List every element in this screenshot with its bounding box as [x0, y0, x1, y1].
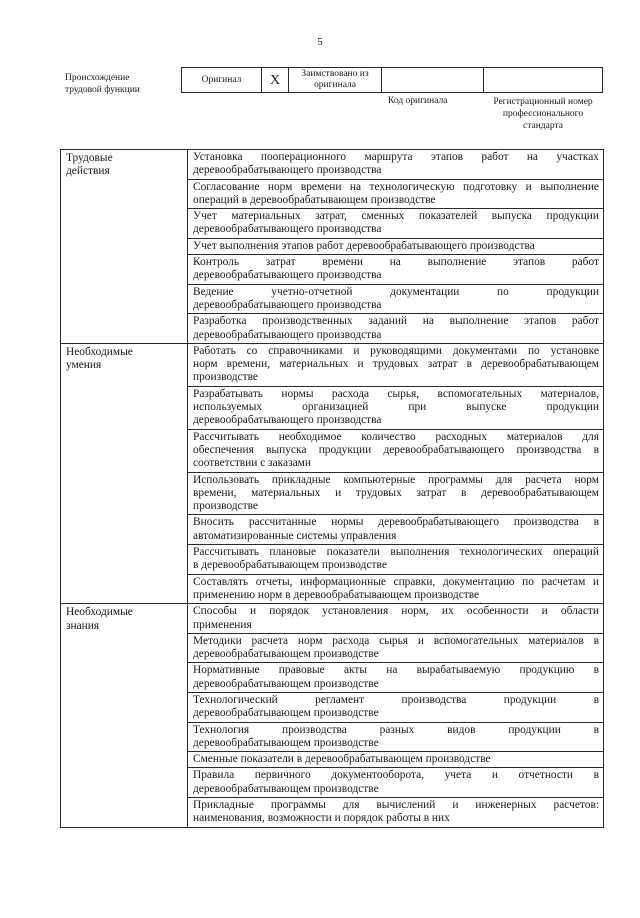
item-line: используемых организацией при выпуске продукции — [193, 401, 599, 414]
item-line: деревообрабатывающего производства — [193, 298, 382, 311]
section-label-line: Необходимые — [66, 606, 133, 619]
item-line: Использовать прикладные компьютерные программы для расчета норм — [193, 473, 599, 486]
item-line: деревообрабатывающего производства — [193, 269, 382, 282]
list-item — [188, 284, 604, 314]
section-label — [61, 604, 188, 827]
borrowed-line: Заимствовано из — [301, 69, 369, 79]
item-line: Установка пооперационного маршрута этапов работ на участках — [193, 151, 599, 163]
list-item — [188, 545, 604, 575]
item-line: времени, материальных и трудовых затрат в деревообрабатывающем — [193, 486, 599, 499]
item-line: наименования, возможности и порядок работы в них — [193, 812, 450, 825]
list-item — [188, 343, 604, 386]
item-line: Согласование норм времени на технологическую подготовку и выполнение — [193, 180, 599, 193]
section-label-line: Необходимые — [66, 345, 133, 358]
list-item — [188, 238, 604, 254]
item-line: деревообрабатывающем производстве — [193, 648, 379, 661]
item-line: Рассчитывать необходимое количество расходных материалов для — [193, 430, 599, 443]
item-line: Составлять отчеты, информационные справки, документацию по расчетам и — [193, 575, 599, 588]
item-line: Разработка производственных заданий на выполнение этапов работ — [193, 315, 599, 328]
section-label — [61, 150, 188, 344]
list-item — [188, 663, 604, 693]
item-line: Технологический регламент производства продукции в — [193, 693, 599, 706]
item-line: Нормативные правовые акты на вырабатываемую продукцию в — [193, 664, 599, 677]
list-item — [188, 314, 604, 344]
list-item — [188, 179, 604, 209]
item-line: деревообрабатывающего производства — [193, 223, 382, 236]
origin-label-line: Происхождение — [65, 73, 130, 83]
registration-caption-line: стандарта — [523, 121, 563, 131]
item-line: деревообрабатывающем производстве — [193, 782, 379, 795]
list-item — [188, 768, 604, 798]
item-line: операций в деревообрабатывающем производстве — [193, 193, 436, 206]
item-line: в деревообрабатывающем производстве — [193, 559, 387, 572]
item-line: Технология производства разных видов продукции в — [193, 723, 599, 736]
item-line: деревообрабатывающем производстве — [193, 707, 379, 720]
registration-number-cell — [484, 68, 603, 93]
list-item — [188, 429, 604, 472]
borrowed-cell — [289, 68, 382, 93]
item-line: Учет выполнения этапов работ деревообрабатывающего производства — [193, 239, 535, 252]
list-item — [188, 255, 604, 285]
item-line: деревообрабатывающем производстве — [193, 736, 379, 749]
item-line: норм времени, материальных и трудовых затрат в деревообрабатывающем — [193, 358, 599, 371]
item-line: обеспечения выпуска продукции деревообрабатывающего производства в — [193, 443, 599, 456]
list-item — [188, 150, 604, 180]
functions-table — [60, 149, 604, 828]
original-code-cell — [382, 68, 484, 93]
item-line: Ведение учетно-отчетной документации по продукции — [193, 285, 599, 298]
list-item — [188, 692, 604, 722]
item-line: Учет материальных затрат, сменных показателей выпуска продукции — [193, 210, 599, 223]
item-line: деревообрабатывающего производства — [193, 328, 382, 341]
origin-label-line: трудовой функции — [65, 85, 140, 95]
item-line: Методики расчета норм расхода сырья и вспомогательных материалов в — [193, 634, 599, 647]
item-line: применения — [193, 618, 252, 631]
list-item — [188, 472, 604, 515]
item-line: деревообрабатывающего производства — [193, 414, 382, 427]
item-line: соответствии с заказами — [193, 457, 311, 470]
list-item — [188, 752, 604, 768]
borrowed-line: оригинала — [314, 80, 356, 90]
table-row — [61, 343, 604, 386]
item-line: Сменные показатели в деревообрабатывающем производстве — [193, 753, 491, 766]
registration-caption — [478, 96, 608, 132]
item-line: Прикладные программы для вычислений и инженерных расчетов: — [193, 799, 599, 812]
original-cell: Оригинал — [182, 68, 262, 93]
table-row — [61, 604, 604, 634]
item-line: Разрабатывать нормы расхода сырья, вспомогательных материалов, — [193, 387, 599, 400]
table-row — [61, 150, 604, 180]
item-line: автоматизированные системы управления — [193, 529, 397, 542]
item-line: Правила первичного документооборота, учета и отчетности в — [193, 769, 599, 782]
item-line: применению норм в деревообрабатывающем производстве — [193, 588, 480, 601]
section-label-line: действия — [66, 165, 110, 178]
origin-label — [65, 72, 140, 96]
section-label-line: Трудовые — [66, 152, 113, 164]
list-item — [188, 722, 604, 752]
list-item — [188, 209, 604, 239]
origin-table — [181, 67, 603, 93]
original-mark: X — [262, 68, 289, 93]
list-item — [188, 798, 604, 828]
registration-caption-line: профессионального — [502, 109, 584, 119]
item-line: Вносить рассчитанные нормы деревообрабатывающего производства в — [193, 516, 599, 529]
item-line: производстве — [193, 371, 258, 384]
section-label-line: умения — [66, 359, 102, 372]
code-caption: Код оригинала — [388, 96, 448, 106]
list-item — [188, 574, 604, 604]
page-number: 5 — [317, 36, 323, 48]
item-line: деревообрабатывающего производства — [193, 164, 382, 177]
item-line: Контроль затрат времени на выполнение этапов работ — [193, 256, 599, 269]
item-line: Способы и порядок установления норм, их особенности и области — [193, 605, 599, 618]
item-line: производстве — [193, 500, 258, 513]
list-item — [188, 604, 604, 634]
section-label — [61, 343, 188, 603]
registration-caption-line: Регистрационный номер — [493, 97, 593, 107]
item-line: Рассчитывать плановые показатели выполнения технологических операций — [193, 546, 599, 559]
section-label-line: знания — [66, 619, 100, 632]
list-item — [188, 633, 604, 663]
item-line: Работать со справочниками и руководящими документами по установке — [193, 344, 599, 357]
list-item — [188, 515, 604, 545]
item-line: деревообрабатывающем производстве — [193, 677, 379, 690]
list-item — [188, 386, 604, 429]
